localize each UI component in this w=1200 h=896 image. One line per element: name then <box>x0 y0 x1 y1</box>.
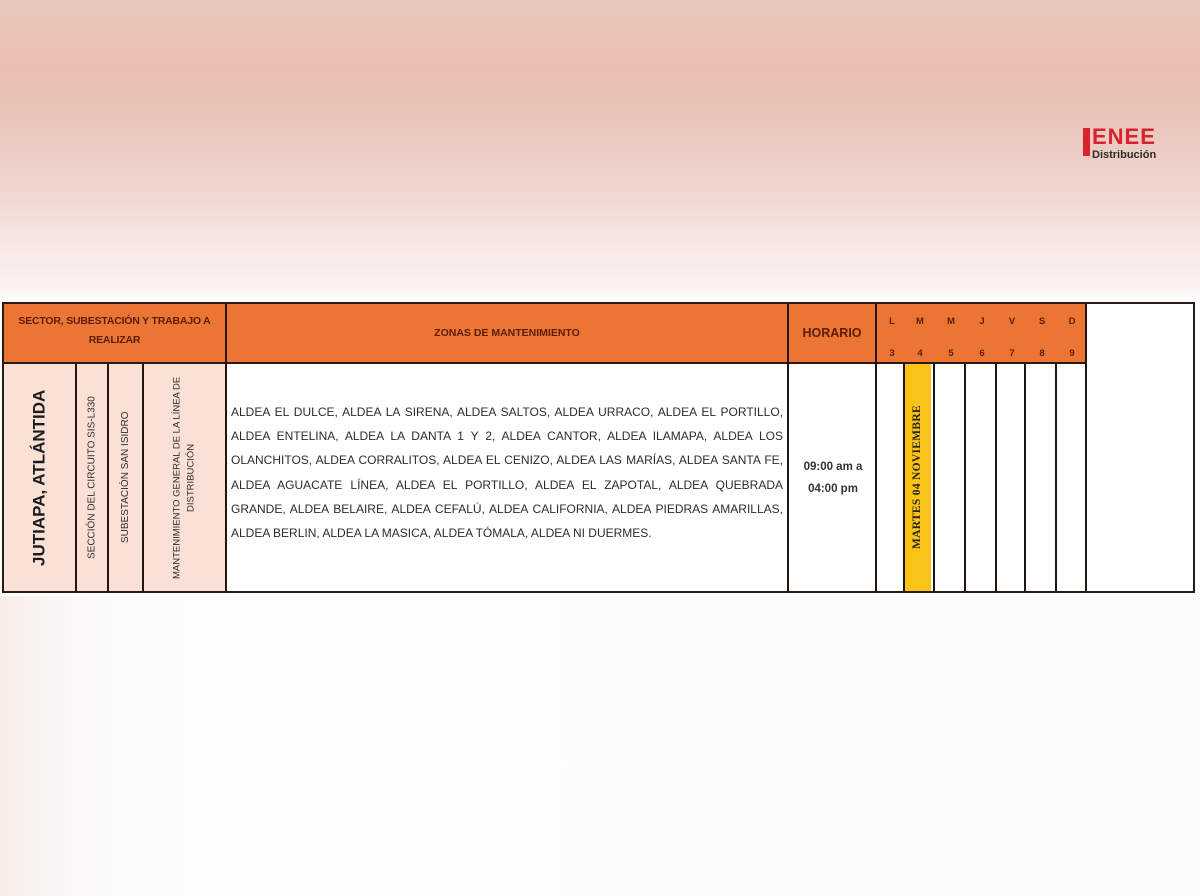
day-number: 5 <box>948 348 954 359</box>
time-end: 04:00 pm <box>808 482 858 495</box>
column-divider <box>903 364 905 591</box>
column-divider <box>933 364 935 591</box>
day-header-sabado <box>1027 304 1057 362</box>
column-divider <box>787 304 789 591</box>
header-sector: SECTOR, SUBESTACIÓN Y TRABAJO A REALIZAR <box>4 304 225 362</box>
column-divider <box>875 304 877 591</box>
day-number: 7 <box>1009 348 1015 359</box>
day-number: 6 <box>979 348 985 359</box>
day-letter: L <box>889 316 895 327</box>
day-letter: M <box>916 316 924 327</box>
maintenance-schedule-table <box>2 302 1195 593</box>
scheduled-date: MARTES 04 NOVIEMBRE <box>911 405 923 550</box>
day-header-lunes <box>877 304 907 362</box>
column-divider <box>1024 364 1026 591</box>
day-letter: D <box>1068 316 1076 327</box>
day-number: 8 <box>1039 348 1045 359</box>
column-divider <box>995 364 997 591</box>
day-letter: V <box>1008 316 1016 327</box>
day-letter: S <box>1038 316 1046 327</box>
day-number: 9 <box>1069 348 1075 359</box>
column-divider <box>75 364 77 591</box>
header-zonas: ZONAS DE MANTENIMIENTO <box>227 304 787 362</box>
day-header-domingo <box>1057 304 1087 362</box>
circuit-section: SECCIÓN DEL CIRCUITO SIS-L330 <box>86 396 98 559</box>
substation: SUBESTACIÓN SAN ISIDRO <box>120 411 131 544</box>
enee-logo-mark-icon <box>1083 128 1090 156</box>
page-background-lower <box>0 596 1200 896</box>
header-horario: HORARIO <box>789 304 875 362</box>
day-header-viernes <box>997 304 1027 362</box>
work-description: MANTENIMIENTO GENERAL DE LA LÍNEA DE DISTRIBUCIÓN <box>171 376 197 579</box>
day-number: 4 <box>917 348 923 359</box>
header-divider <box>4 362 1087 364</box>
logo-subtitle: Distribución <box>1092 149 1157 161</box>
day-header-martes <box>905 304 935 362</box>
column-divider <box>107 364 109 591</box>
column-divider <box>142 364 144 591</box>
column-divider <box>1085 304 1087 591</box>
column-divider <box>225 304 227 591</box>
day-letter: M <box>947 316 955 327</box>
time-start: 09:00 am a <box>803 460 863 473</box>
day-letter: J <box>979 316 985 327</box>
day-header-jueves <box>967 304 997 362</box>
header-days <box>877 304 1085 362</box>
column-divider <box>1055 364 1057 591</box>
schedule-time <box>791 364 875 591</box>
logo-cell <box>1087 304 1193 591</box>
column-divider <box>964 364 966 591</box>
day-header-miercoles <box>936 304 966 362</box>
enee-logo <box>1083 123 1193 161</box>
sector-name: JUTIAPA, ATLÁNTIDA <box>29 389 49 566</box>
day-number: 3 <box>889 348 895 359</box>
maintenance-zones-list: ALDEA EL DULCE, ALDEA LA SIRENA, ALDEA SALTOS, ALDEA URRACO, ALDEA EL PORTILLO, ALDEA ENTELINA, ALDEA LA DANTA 1 Y 2, ALDEA CANTOR, ALDEA ILAMAPA, ALDEA LOS OLANCHITOS, ALDEA CORRALITOS, ALDEA EL CENIZO, ALDEA LAS MARÍAS, ALDEA SANTA FE, ALDEA AGUACATE LÍNEA, ALDEA EL PORTILLO, ALDEA EL ZAPOTAL, ALDEA QUEBRADA GRANDE, ALDEA BELAIRE, ALDEA CEFALÚ, ALDEA CALIFORNIA, ALDEA PIEDRAS AMARILLAS, ALDEA BERLIN, ALDEA LA MASICA, ALDEA TÓMALA, ALDEA NI DUERMES. <box>231 405 783 541</box>
logo-brand: ENEE <box>1092 124 1156 149</box>
